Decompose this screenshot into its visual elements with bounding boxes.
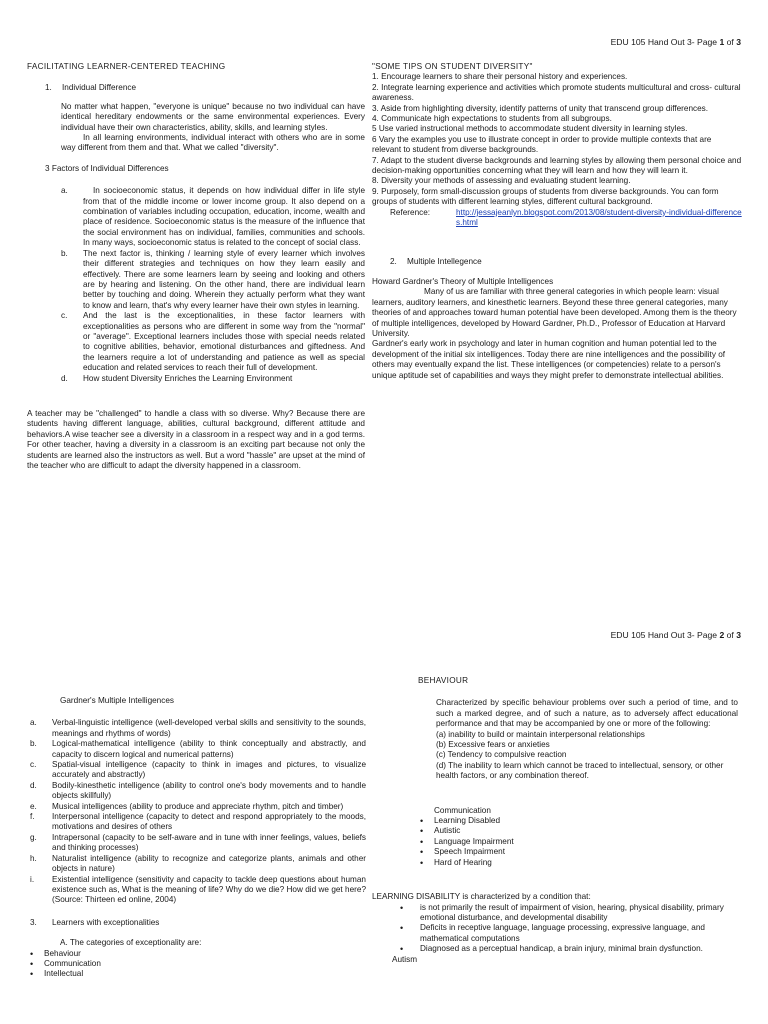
list-item: d. How student Diversity Enriches the Learning Environment	[61, 373, 293, 383]
list-item: • is not primarily the result of impairment of vision, hearing, physical disability, primary emotional disturbance, and developmental disability	[400, 902, 724, 922]
section-1-heading: 1. Individual Difference	[45, 83, 137, 93]
section-2-heading: 2. Multiple Intellegence	[390, 256, 482, 266]
list-item: 9. Purposely, form small-discussion groups of students from diverse backgrounds. You can form groups of students with different learning styles, different cultural background.	[372, 186, 719, 207]
list-item: b. Logical-mathematical intelligence (ability to think conceptually and abstractly, and capacity to discern logical and numerical patterns)	[30, 739, 366, 759]
list-item: • Communication	[30, 958, 101, 969]
right-column-page2	[372, 676, 740, 965]
section-1-paragraph-2: In all learning environments, individual interact with others who are in some way different from them and that. What we called "diversity".	[61, 133, 365, 153]
list-item: • Intellectual	[30, 969, 84, 980]
list-item: 3. Aside from highlighting diversity, identify patterns of unity that transcend group differences.	[372, 103, 709, 113]
list-item: 7. Adapt to the student diverse backgrounds and learning styles by allowing them personal choice and decision-making opportunities concerning what they will learn and how they will learn it.	[372, 155, 742, 176]
behaviour-paragraph: Characterized by specific behaviour problems over such a period of time, and to such a marked degree, and of such a nature, as to adversely affect educational performance and that may be accompanied by one or more of the following:	[436, 698, 738, 729]
mi-heading: Gardner's Multiple Intelligences	[60, 696, 174, 705]
tips-heading: "SOME TIPS ON STUDENT DIVERSITY"	[372, 62, 533, 71]
factors-list	[61, 186, 365, 384]
section-1-paragraph: No matter what happen, "everyone is unique" because no two individual can have identical hereditary endowments or the same environmental experiences. Every individual have their own characteristics, ability, skills, and learning styles.	[61, 101, 365, 132]
learning-disability-heading: LEARNING DISABILITY is characterized by a condition that:	[372, 892, 591, 902]
list-item: • Language Impairment	[420, 836, 514, 847]
autism-heading: Autism	[392, 954, 418, 964]
list-item: • Speech Impairment	[420, 847, 505, 858]
list-item: (c) Tendency to compulsive reaction	[436, 750, 567, 760]
list-item: d. Bodily-kinesthetic intelligence (ability to control one's body movements and to handle objects skillfully)	[30, 780, 366, 801]
section-3-heading: 3. Learners with exceptionalities	[30, 917, 160, 927]
list-item: a. In socioeconomic status, it depends on how individual differ in life style from that of the middle income or lower income group. It also depend on a combination of variables including occupation, education, income, wealth and place of residence. Socioeconomic status is the measure of the influence that the social environment has on individual, families, communities and schools. In many ways, socioeconomic status is related to the concept of social class.	[61, 186, 365, 248]
list-item: c. Spatial-visual intelligence (capacity to think in images and pictures, to visualize accurately and abstractly)	[30, 760, 366, 780]
page-header-2: EDU 105 Hand Out 3- Page 2 of 3	[610, 630, 741, 640]
list-item: 8. Diversity your methods of assessing and evaluating student learning.	[372, 176, 631, 186]
factors-heading: 3 Factors of Individual Differences	[45, 163, 169, 173]
list-item: 6 Vary the examples you use to illustrate concept in order to provide multiple contexts that are relevant to student from diverse backgrounds.	[372, 134, 712, 155]
list-item: (d) The inability to learn which cannot be traced to intellectual, sensory, or other health factors, or any combination thereof.	[436, 760, 724, 781]
list-item: (a) inability to build or maintain interpersonal relationships	[436, 729, 645, 739]
communication-heading: Communication	[434, 805, 491, 815]
list-item: a. Verbal-linguistic intelligence (well-developed verbal skills and sensitivity to the sounds, meanings and rhythms of words)	[30, 718, 366, 738]
list-item: e. Musical intelligences (ability to produce and appreciate rhythm, pitch and timber)	[30, 801, 344, 811]
diversity-paragraph: A teacher may be "challenged" to handle a class with so diverse. Why? Because there are students having different language, abilities, cultural background, different attitude and behaviors.A wise teacher see a diversity in a classroom in a respect way and in a god terms. For other teacher, having a diversity in a classroom is an exciting part because not only the students are learned also the instructors as well. But a word "hassle" are upset at the mind of the teacher who are difficult to adapt the diversity happened in a classroom.	[27, 408, 365, 470]
communication-list	[420, 816, 740, 868]
list-item: (b) Excessive fears or anxieties	[436, 740, 550, 750]
right-column-page1	[372, 62, 742, 381]
learning-disability-list	[400, 903, 730, 955]
behaviour-block	[436, 698, 738, 781]
list-item: • Diagnosed as a perceptual handicap, a brain injury, minimal brain dysfunction.	[400, 944, 703, 955]
list-item: • Deficits in receptive language, language processing, expressive language, and mathematical computations	[400, 923, 705, 943]
page-header: EDU 105 Hand Out 3- Page 1 of 3	[610, 37, 741, 47]
list-item: • Hard of Hearing	[420, 857, 492, 868]
list-item: b. The next factor is, thinking / learning style of every learner which involves their different strategies and techniques on how they learn easily and effectively. There are some learners learn by seeing and looking and others are by hearing and listening. On the other hand, there are individual learn better by touching and doing. Wherein they actually perform what they want to know and learn, that's why every learner have their own styles in learning.	[61, 248, 365, 310]
behaviour-heading: BEHAVIOUR	[418, 676, 469, 685]
gardner-paragraph-2: Gardner's early work in psychology and later in human cognition and human potential led to the development of the initial six intelligences. Today there are nine intelligences and the possibility of others may eventually expand the list. These intelligences (or competencies) relate to a person's unique aptitude set of capabilities and ways they might prefer to demonstrate intellectual abilities.	[372, 339, 726, 380]
document-title: FACILITATING LEARNER-CENTERED TEACHING	[27, 62, 226, 71]
categories-heading: A. The categories of exceptionality are:	[60, 938, 202, 948]
reference: Reference: http://jessajeanlyn.blogspot.com/2013/08/student-diversity-individual-differences.html	[390, 207, 742, 228]
mi-list	[30, 718, 366, 905]
gardner-paragraph: Many of us are familiar with three general categories in which people learn: visual learners, auditory learners, and kinesthetic learners. Beyond these three general categories, many theories of and approaches toward human potential have been developed. Among them is the theory of multiple intelligences, developed by Howard Gardner, Ph.D., Professor of Education at Harvard University.	[372, 287, 737, 338]
list-item: h. Naturalist intelligence (ability to recognize and categorize plants, animals and other objects in nature)	[30, 853, 366, 874]
list-item: • Learning Disabled	[420, 816, 500, 827]
list-item: 4. Communicate high expectations to students from all subgroups.	[372, 114, 612, 124]
gardner-heading: Howard Gardner's Theory of Multiple Intelligences	[372, 276, 554, 286]
list-item: 1. Encourage learners to share their personal history and experiences.	[372, 72, 628, 82]
left-column-page2	[30, 696, 366, 980]
list-item: c. And the last is the exceptionalities, in these factor learners with exceptionalities as persons who are different in some way from the "normal" or "average". Exceptional learners includes those with special needs related to cognitive abilities, behavior, emotional disturbances and giftedness. And the learners require a lot of understanding and patience as well as special education and related services to reach their full of development.	[61, 311, 365, 373]
list-item: • Autistic	[420, 826, 461, 837]
list-item: 5 Use varied instructional methods to accommodate student diversity in learning styles.	[372, 124, 688, 134]
reference-link[interactable]: http://jessajeanlyn.blogspot.com/2013/08/student-diversity-individual-differences.html	[456, 207, 742, 228]
list-item: f. Interpersonal intelligence (capacity to detect and respond appropriately to the moods, motivations and desires of others	[30, 812, 366, 832]
list-item: i. Existential intelligence (sensitivity and capacity to tackle deep questions about human existence such as, What is the meaning of life? Why do we die? How did we get here? (Source: Thirteen ed online, 2004)	[30, 874, 366, 905]
list-item: g. Intrapersonal (capacity to be self-aware and in tune with inner feelings, values, beliefs and thinking processes)	[30, 832, 366, 853]
list-item: • Behaviour	[30, 948, 81, 959]
categories-list	[30, 949, 366, 980]
list-item: 2. Integrate learning experience and activities which promote students multicultural and cross- cultural awareness.	[372, 82, 741, 103]
tips-list	[372, 72, 742, 207]
left-column-page1	[27, 62, 367, 471]
